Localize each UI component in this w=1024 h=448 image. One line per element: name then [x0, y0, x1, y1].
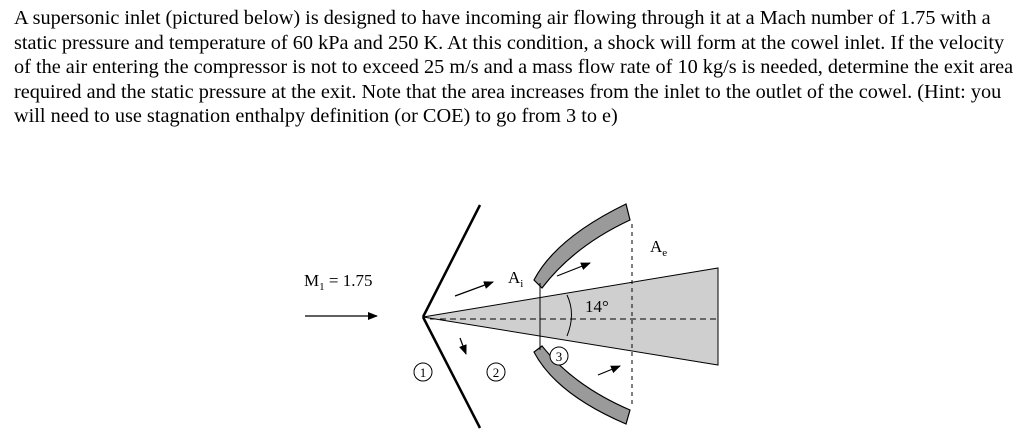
svg-text:2: 2	[492, 365, 500, 380]
supersonic-inlet-diagram	[0, 190, 1024, 448]
angle-label: 14°	[585, 297, 609, 316]
svg-text:3: 3	[555, 349, 563, 364]
station-1-marker	[414, 363, 432, 381]
station-2-marker	[487, 363, 505, 381]
lower-cowl	[534, 346, 630, 424]
upper-cowl	[534, 204, 630, 288]
flow-arrow-lower-1	[460, 338, 466, 354]
flow-arrow-upper-1	[455, 282, 493, 296]
mach-label: $M_1 = 1.75$	[304, 271, 373, 293]
inlet-area-label: $A_i$	[508, 268, 524, 290]
oblique-shock-upper	[423, 205, 480, 317]
exit-area-label: $A_e$	[650, 237, 668, 259]
station-3-marker	[550, 347, 568, 365]
flow-arrow-lower-2	[598, 366, 620, 375]
svg-text:1: 1	[419, 365, 427, 380]
centerbody-cone	[423, 268, 718, 365]
problem-statement: A supersonic inlet (pictured below) is designed to have incoming air flowing through it at a Mach number of 1.75 with a static pressure and temperature of 60 kPa and 250 K. At this condition, a shock will form at the cowel inlet. If the velocity of the air entering the compressor is not to exceed 25 m/s and a mass flow rate of 10 kg/s is needed, determine the exit area required and the static pressure at the exit. Note that the area increases from the inlet to the outlet of the cowel. (Hint: you will need to use stagnation enthalpy definition (or COE) to go from 3 to e)	[14, 7, 1014, 128]
